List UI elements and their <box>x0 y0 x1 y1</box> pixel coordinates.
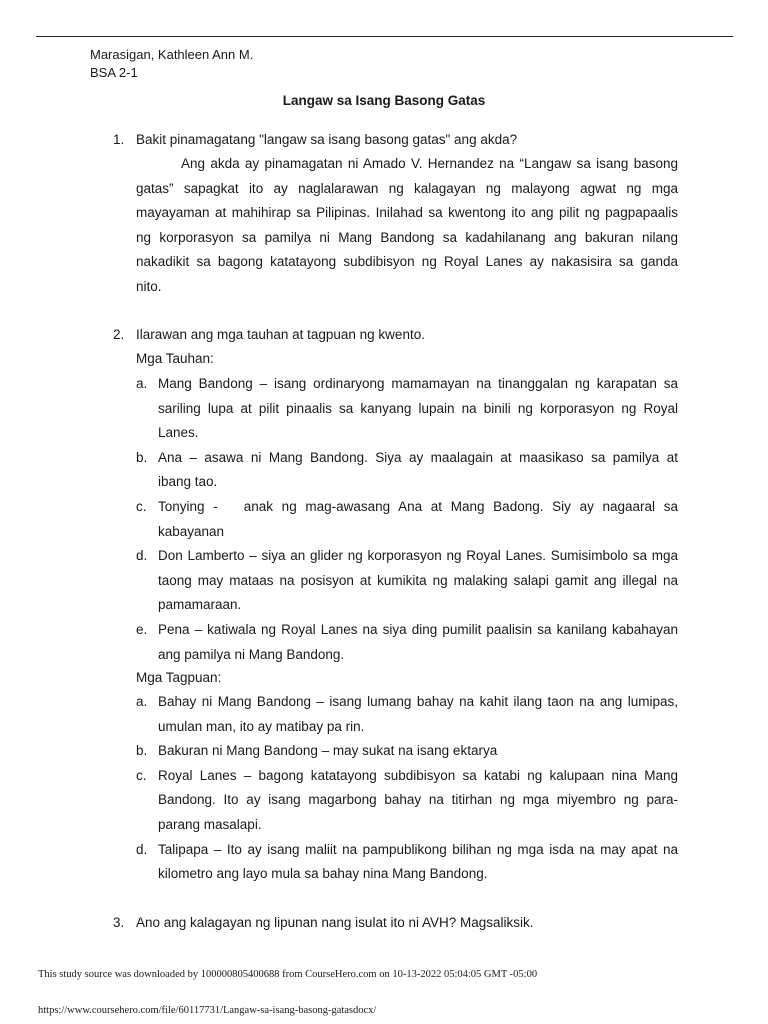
tagpuan-item-line: Bahay ni Mang Bandong – isang lumang bahay na kahit ilang taon na ang lumipas, <box>158 694 678 709</box>
document-title: Langaw sa Isang Basong Gatas <box>282 93 486 108</box>
question-3-text: Ano ang kalagayan ng lipunan nang isulat ito ni AVH? Magsaliksik. <box>136 915 534 930</box>
student-section: BSA 2-1 <box>90 65 138 80</box>
download-source-notice: This study source was downloaded by 100000805400688 from CourseHero.com on 10-13-2022 05:04:05 GMT -05:00 <box>38 969 538 980</box>
tagpuan-heading: Mga Tagpuan: <box>136 670 222 685</box>
tauhan-item-letter: c. <box>136 499 147 514</box>
tauhan-item-line: Tonying - anak ng mag-awasang Ana at Mang Badong. Siy ay nagaaral sa <box>158 499 678 514</box>
question-2-number: 2. <box>113 327 125 342</box>
tagpuan-item-letter: d. <box>136 841 148 857</box>
tauhan-item-line: ang pamilya ni Mang Bandong. <box>158 646 345 662</box>
tauhan-item-line: Mang Bandong – isang ordinaryong mamamayan na tinanggalan ng karapatan sa <box>158 376 678 391</box>
question-2-text: Ilarawan ang mga tauhan at tagpuan ng kwento. <box>136 327 425 342</box>
tagpuan-item-line: kilometro ang layo mula sa bahay nina Mang Bandong. <box>158 866 488 882</box>
tauhan-item-line: Lanes. <box>158 425 199 441</box>
answer-1-line: Ang akda ay pinamagatan ni Amado V. Hernandez na “Langaw sa isang basong <box>181 156 678 171</box>
tagpuan-item-line: Bandong. Ito ay isang magarbong bahay na titirhan ng mga miyembro ng para- <box>158 792 678 808</box>
tauhan-heading: Mga Tauhan: <box>136 351 214 366</box>
answer-1-line: ng korporasyon sa pamilya ni Mang Bandong sa kadahilanang ang bakuran nilang <box>136 229 678 245</box>
source-url[interactable]: https://www.coursehero.com/file/60117731/Langaw-sa-isang-basong-gatasdocx/ <box>38 1005 377 1016</box>
tauhan-item-line: sariling lupa at pilit pinaalis sa kanyang lupain na binili ng korporasyon ng Royal <box>158 400 678 416</box>
question-1-text: Bakit pinamagatang "langaw sa isang basong gatas" ang akda? <box>136 132 518 147</box>
tauhan-item-letter: e. <box>136 622 148 637</box>
tauhan-item-line: Ana – asawa ni Mang Bandong. Siya ay maalagain at maasikaso sa pamilya at <box>158 449 678 465</box>
tagpuan-item-line: umulan man, ito ay matibay pa rin. <box>158 718 365 734</box>
tauhan-item-line: kabayanan <box>158 523 225 539</box>
tagpuan-item-letter: a. <box>136 694 148 709</box>
tauhan-item-letter: d. <box>136 548 148 564</box>
tagpuan-item-line: Talipapa – Ito ay isang maliit na pampublikong bilihan ng mga isda na may apat na <box>158 841 678 857</box>
answer-1-line: nito. <box>136 279 162 294</box>
tagpuan-item-line: Royal Lanes – bagong katatayong subdibisyon sa katabi ng kalupaan nina Mang <box>158 767 678 783</box>
student-name: Marasigan, Kathleen Ann M. <box>90 47 254 62</box>
tauhan-item-line: pamamaraan. <box>158 597 242 613</box>
tagpuan-item-line: Bakuran ni Mang Bandong – may sukat na isang ektarya <box>158 743 498 759</box>
answer-1-line: gatas” sapagkat ito ay naglalarawan ng kalagayan ng malayong agwat ng mga <box>136 180 678 196</box>
tagpuan-item-letter: c. <box>136 767 147 783</box>
tauhan-item-line: Don Lamberto – siya an glider ng korporasyon ng Royal Lanes. Sumisimbolo sa mga <box>158 548 678 564</box>
tauhan-item-letter: b. <box>136 449 148 465</box>
tauhan-item-line: taong may mataas na posisyon at kumikita ng malaking salapi gamit ang illegal na <box>158 572 678 588</box>
question-3-number: 3. <box>113 915 125 930</box>
tagpuan-item-line: parang masalapi. <box>158 817 262 832</box>
answer-1-line: mayayaman at mahihirap sa Pilipinas. Inilahad sa kwentong ito ang pilit ng pagpapaalis <box>136 205 678 221</box>
tagpuan-item-letter: b. <box>136 743 148 759</box>
answer-1-line: nakadikit sa bagong katatayong subdibisyon ng Royal Lanes ay nakasisira sa ganda <box>136 254 678 270</box>
top-rule <box>36 36 733 37</box>
tauhan-item-letter: a. <box>136 376 148 391</box>
tauhan-item-line: Pena – katiwala ng Royal Lanes na siya ding pumilit paalisin sa kanilang kabahayan <box>158 622 678 637</box>
question-1-number: 1. <box>113 132 125 147</box>
tauhan-item-line: ibang tao. <box>158 474 218 490</box>
